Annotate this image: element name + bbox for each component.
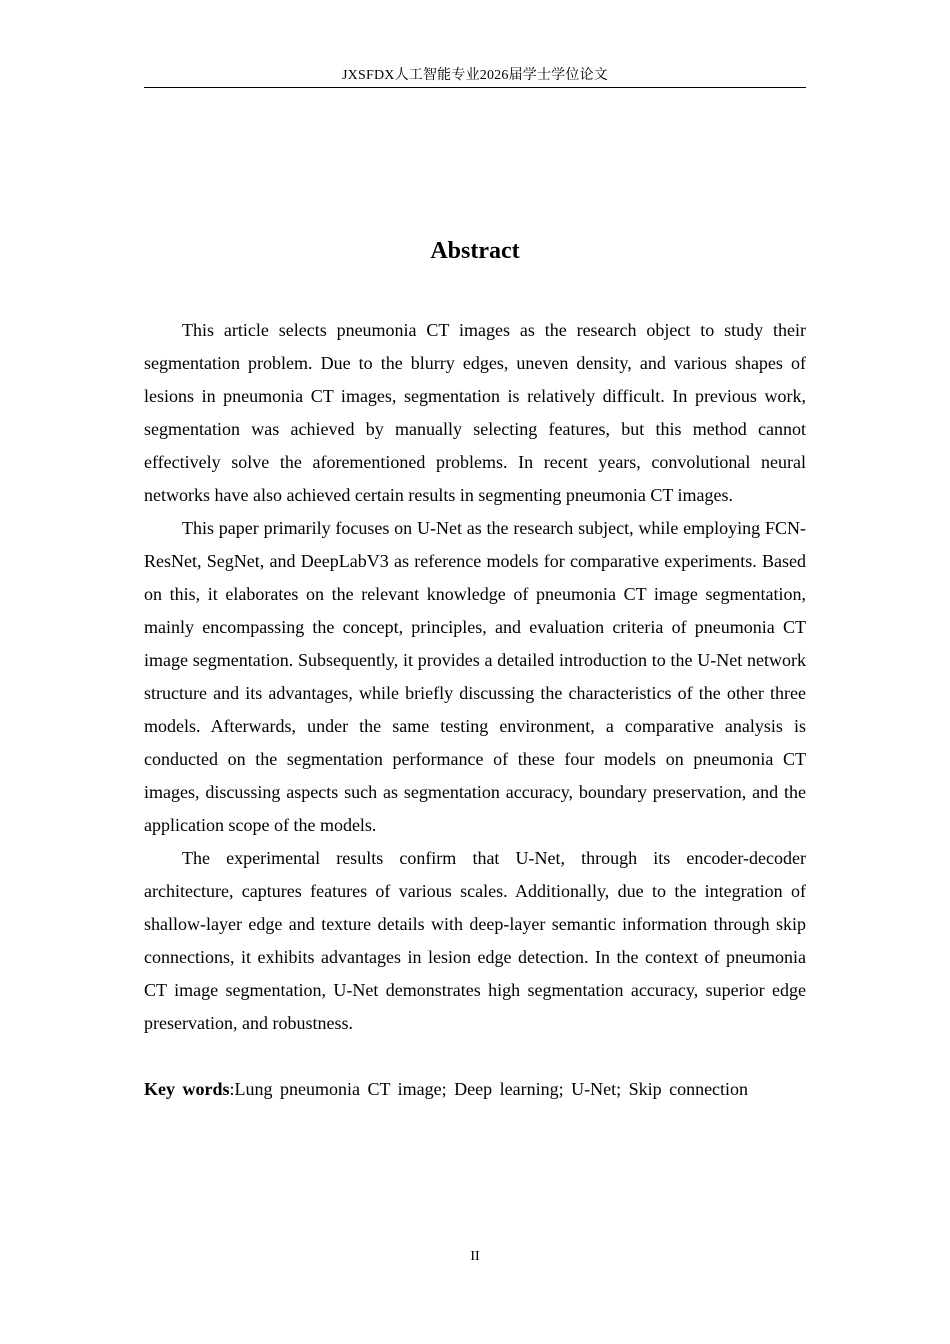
keywords-label: Key words bbox=[144, 1079, 230, 1099]
abstract-title: Abstract bbox=[430, 238, 520, 264]
page-number: II bbox=[470, 1249, 480, 1264]
keywords-line bbox=[144, 1073, 806, 1106]
abstract-paragraph-2: This paper primarily focuses on U-Net as the research subject, while employing FCN-ResNet, SegNet, and DeepLabV3 as reference models for comparative experiments. Based on this, it elaborates on the relevant knowledge of pneumonia CT image segmentation, mainly encompassing the concept, principles, and evaluation criteria of pneumonia CT image segmentation. Subsequently, it provides a detailed introduction to the U-Net network structure and its advantages, while briefly discussing the characteristics of the other three models. Afterwards, under the same testing environment, a comparative analysis is conducted on the segmentation performance of these four models on pneumonia CT images, discussing aspects such as segmentation accuracy, boundary preservation, and the application scope of the models. bbox=[144, 518, 806, 835]
header-rule bbox=[144, 87, 806, 88]
abstract-paragraph-3: The experimental results confirm that U-Net, through its encoder-decoder architecture, captures features of various scales. Additionally, due to the integration of shallow-layer edge and texture details with deep-layer semantic information through skip connections, it exhibits advantages in lesion edge detection. In the context of pneumonia CT image segmentation, U-Net demonstrates high segmentation accuracy, superior edge preservation, and robustness. bbox=[144, 848, 806, 1033]
keywords-text: :Lung pneumonia CT image; Deep learning; U-Net; Skip connection bbox=[229, 1079, 749, 1099]
abstract-paragraph-1: This article selects pneumonia CT images as the research object to study their segmentation problem. Due to the blurry edges, uneven density, and various shapes of lesions in pneumonia CT images, segmentation is relatively difficult. In previous work, segmentation was achieved by manually selecting features, but this method cannot effectively solve the aforementioned problems. In recent years, convolutional neural networks have also achieved certain results in segmenting pneumonia CT images. bbox=[144, 320, 806, 505]
running-header: JXSFDX人工智能专业2026届学士学位论文 bbox=[342, 68, 608, 83]
abstract-body bbox=[144, 314, 806, 1040]
